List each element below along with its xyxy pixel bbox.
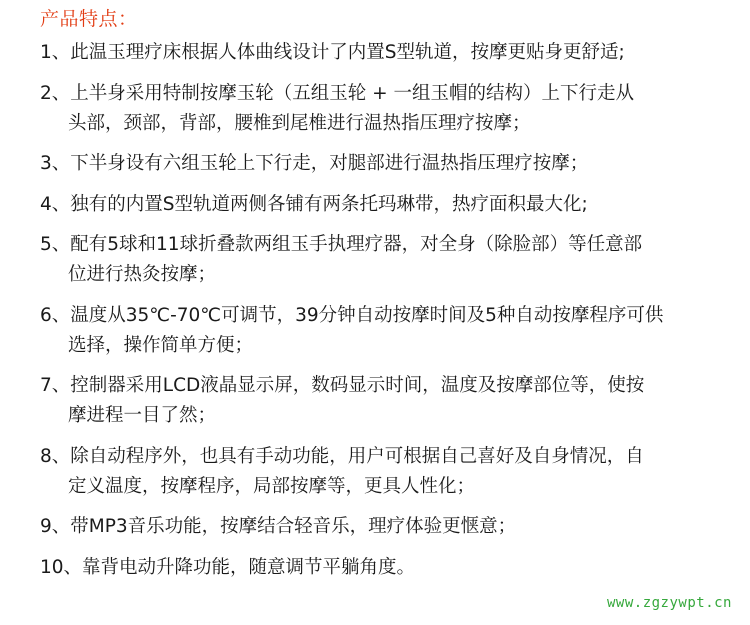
feature-item-2: [40, 79, 730, 139]
feature-line: 2、上半身采用特制按摩玉轮（五组玉轮 + 一组玉帽的结构）上下行走从: [40, 82, 635, 104]
feature-item-7: [40, 371, 730, 431]
feature-line: 5、配有5球和11球折叠款两组玉手执理疗器，对全身（除脸部）等任意部: [40, 234, 643, 255]
feature-line-continuation: 摩进程一目了然；: [68, 405, 217, 426]
feature-line-continuation: 头部，颈部，背部，腰椎到尾椎进行温热指压理疗按摩；: [68, 112, 531, 134]
feature-item-4: [40, 190, 730, 220]
feature-item-9: [40, 512, 730, 542]
feature-line-continuation: 位进行热灸按摩；: [68, 264, 217, 285]
feature-item-8: [40, 442, 730, 502]
feature-item-3: [40, 149, 730, 179]
feature-line: 6、温度从35℃-70℃可调节，39分钟自动按摩时间及5种自动按摩程序可供: [40, 304, 664, 326]
feature-item-6: [40, 301, 730, 361]
feature-line-continuation: 选择，操作简单方便；: [68, 334, 254, 356]
feature-line: 3、下半身设有六组玉轮上下行走，对腿部进行温热指压理疗按摩；: [40, 153, 589, 174]
feature-line: 10、靠背电动升降功能，随意调节平躺角度。: [40, 556, 416, 578]
feature-line: 7、控制器采用LCD液晶显示屏，数码显示时间，温度及按摩部位等，使按: [40, 375, 645, 396]
section-title: 产品特点：: [40, 8, 138, 30]
feature-item-10: [40, 553, 730, 583]
feature-line: 4、独有的内置S型轨道两侧各铺有两条托玛琳带，热疗面积最大化;: [40, 193, 588, 215]
feature-line: 1、此温玉理疗床根据人体曲线设计了内置S型轨道，按摩更贴身更舒适;: [40, 42, 625, 63]
feature-list: [40, 38, 730, 593]
feature-item-1: [40, 38, 730, 68]
feature-line: 8、除自动程序外，也具有手动功能，用户可根据自己喜好及自身情况，自: [40, 445, 644, 467]
feature-line: 9、带MP3音乐功能，按摩结合轻音乐，理疗体验更惬意；: [40, 516, 517, 537]
website-watermark: www.zgzywpt.cn: [606, 595, 732, 611]
feature-item-5: [40, 230, 730, 290]
feature-line-continuation: 定义温度，按摩程序，局部按摩等，更具人性化；: [68, 475, 476, 497]
